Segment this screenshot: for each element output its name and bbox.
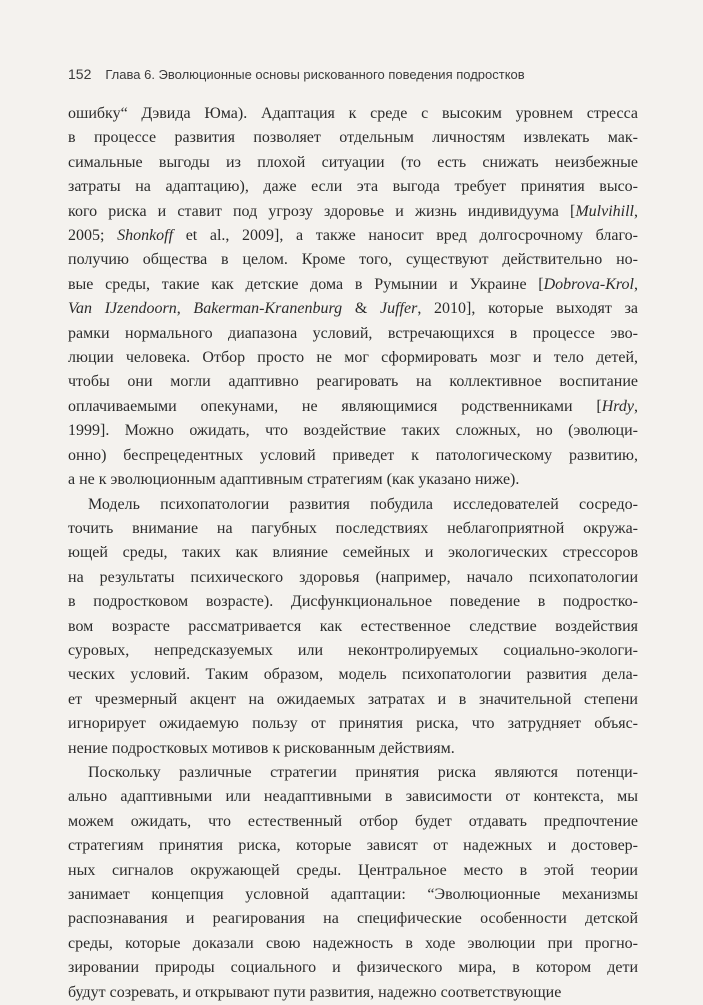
text-line <box>68 981 638 1005</box>
text-line <box>68 541 638 565</box>
text-line <box>68 907 638 931</box>
paragraph-2 <box>68 493 638 761</box>
text-run: ющей среды, таких как влияние семейных и экологических стрессоров <box>68 544 638 562</box>
text-line <box>68 493 638 517</box>
text-line <box>68 785 638 809</box>
citation-author: Hrdy <box>601 397 634 415</box>
text-run: et al., 2009], а также наносит вред долгосрочному благо- <box>173 227 639 245</box>
text-run: суровых, непредсказуемых или неконтролируемых социально-экологи- <box>68 641 638 659</box>
text-run: среды, которые доказали свою надежность в ходе эволюции при прогно- <box>68 934 638 952</box>
text-line <box>68 468 638 492</box>
text-run: , <box>634 397 638 415</box>
text-run: можем ожидать, что естественный отбор будет отдавать предпочтение <box>68 812 638 830</box>
running-header <box>68 66 663 82</box>
text-run: рамки нормального диапазона условий, встречающихся в процессе эво- <box>68 324 638 342</box>
citation-author: Juffer <box>380 300 418 318</box>
text-run: в подростковом возрасте). Дисфункциональное поведение в подростко- <box>68 593 638 611</box>
text-run: Модель психопатологии развития побудила исследователей сосредо- <box>88 495 638 513</box>
text-run: люции человека. Отбор просто не мог сформировать мозг и тело детей, <box>68 349 638 367</box>
text-line <box>68 761 638 785</box>
citation-author: Van IJzendoorn <box>68 300 177 318</box>
text-run: 2005; <box>68 227 118 245</box>
text-run: распознавания и реагирования на специфические особенности детской <box>68 910 638 928</box>
text-run: занимает концепция условной адаптации: “Эволюционные механизмы <box>68 886 638 903</box>
text-line <box>68 737 638 761</box>
text-line <box>68 297 638 321</box>
text-line <box>68 346 638 370</box>
paragraph-3 <box>68 761 638 1005</box>
text-run: ных сигналов окружающей среды. Центральное место в этой теории <box>68 861 638 879</box>
text-run: , 2010], которые выходят за <box>417 300 639 318</box>
text-run: & <box>342 300 380 318</box>
text-line <box>68 883 638 907</box>
text-run: затраты на адаптацию), даже если эта выгода требует принятия высо- <box>68 178 638 196</box>
text-run: ческих условий. Таким образом, модель психопатологии развития дела- <box>68 666 638 684</box>
text-run: точить внимание на пагубных последствиях неблагоприятной окружа- <box>68 519 638 537</box>
text-run: чтобы они могли адаптивно реагировать на коллективное воспитание <box>68 373 638 391</box>
text-line <box>68 151 638 175</box>
text-line <box>68 224 638 248</box>
citation-author: Dobrova-Krol <box>543 275 634 293</box>
text-line <box>68 273 638 297</box>
text-run: вые среды, такие как детские дома в Румынии и Украине [ <box>68 275 544 293</box>
text-run: зировании природы социального и физического мира, в котором дети <box>68 959 638 977</box>
text-line <box>68 517 638 541</box>
text-line <box>68 322 638 346</box>
text-line <box>68 419 638 443</box>
text-line <box>68 810 638 834</box>
text-line <box>68 102 638 126</box>
text-line <box>68 932 638 956</box>
text-run: Поскольку различные стратегии принятия риска являются потенци- <box>88 763 638 781</box>
page-body <box>68 102 638 1005</box>
text-run: , <box>634 275 638 293</box>
text-line <box>68 175 638 199</box>
text-run: ально адаптивными или неадаптивными в зависимости от контекста, мы <box>68 788 638 806</box>
text-run: ет чрезмерный акцент на ожидаемых затратах и в значительной степени <box>68 690 638 708</box>
page-number: 152 <box>68 66 92 82</box>
text-line <box>68 444 638 468</box>
text-run: ошибку“ Дэвида Юма). Адаптация к среде с высоким уровнем стресса <box>68 105 638 122</box>
text-line <box>68 200 638 224</box>
text-run: кого риска и ставит под угрозу здоровье и жизнь индивидуума [ <box>68 202 576 220</box>
text-run: симальные выгоды из плохой ситуации (то есть снижать неизбежные <box>68 153 638 171</box>
text-line <box>68 126 638 150</box>
text-run: вом возрасте рассматривается как естественное следствие воздействия <box>68 617 638 635</box>
text-line <box>68 395 638 419</box>
text-line <box>68 615 638 639</box>
text-run: будут созревать, и открывают пути развития, надежно соответствующие <box>68 983 562 1001</box>
text-line <box>68 370 638 394</box>
text-run: онно) беспрецедентных условий приведет к патологическому развитию, <box>68 446 638 464</box>
text-line <box>68 712 638 736</box>
text-run: 1999]. Можно ожидать, что воздействие таких сложных, но (эволюци- <box>68 422 638 440</box>
text-run: получию общества в целом. Кроме того, существуют действительно но- <box>68 251 638 269</box>
paragraph-1 <box>68 102 638 493</box>
text-line <box>68 248 638 272</box>
citation-author: Shonkoff <box>117 227 174 245</box>
text-line <box>68 639 638 663</box>
text-run: а не к эволюционным адаптивным стратегиям (как указано ниже). <box>68 471 520 489</box>
running-title: Глава 6. Эволюционные основы рискованного поведения подростков <box>105 67 525 82</box>
text-run: нение подростковых мотивов к рискованным действиям. <box>68 739 455 757</box>
text-line <box>68 688 638 712</box>
text-run: , <box>176 300 194 318</box>
text-run: игнорирует ожидаемую пользу от принятия риска, что затрудняет объяс- <box>68 715 638 733</box>
text-run: оплачиваемыми опекунами, не являющимися родственниками [ <box>68 397 602 415</box>
citation-author: Bakerman-Kranenburg <box>193 300 343 318</box>
text-line <box>68 834 638 858</box>
text-line <box>68 590 638 614</box>
citation-author: Mulvihill <box>575 202 634 220</box>
text-run: на результаты психического здоровья (например, начало психопатологии <box>68 568 638 586</box>
text-run: , <box>634 202 638 220</box>
text-line <box>68 956 638 980</box>
text-line <box>68 859 638 883</box>
text-line <box>68 566 638 590</box>
text-line <box>68 663 638 687</box>
text-run: стратегиям принятия риска, которые зависят от надежных и достовер- <box>68 837 638 855</box>
text-run: в процессе развития позволяет отдельным личностям извлекать мак- <box>68 129 638 147</box>
